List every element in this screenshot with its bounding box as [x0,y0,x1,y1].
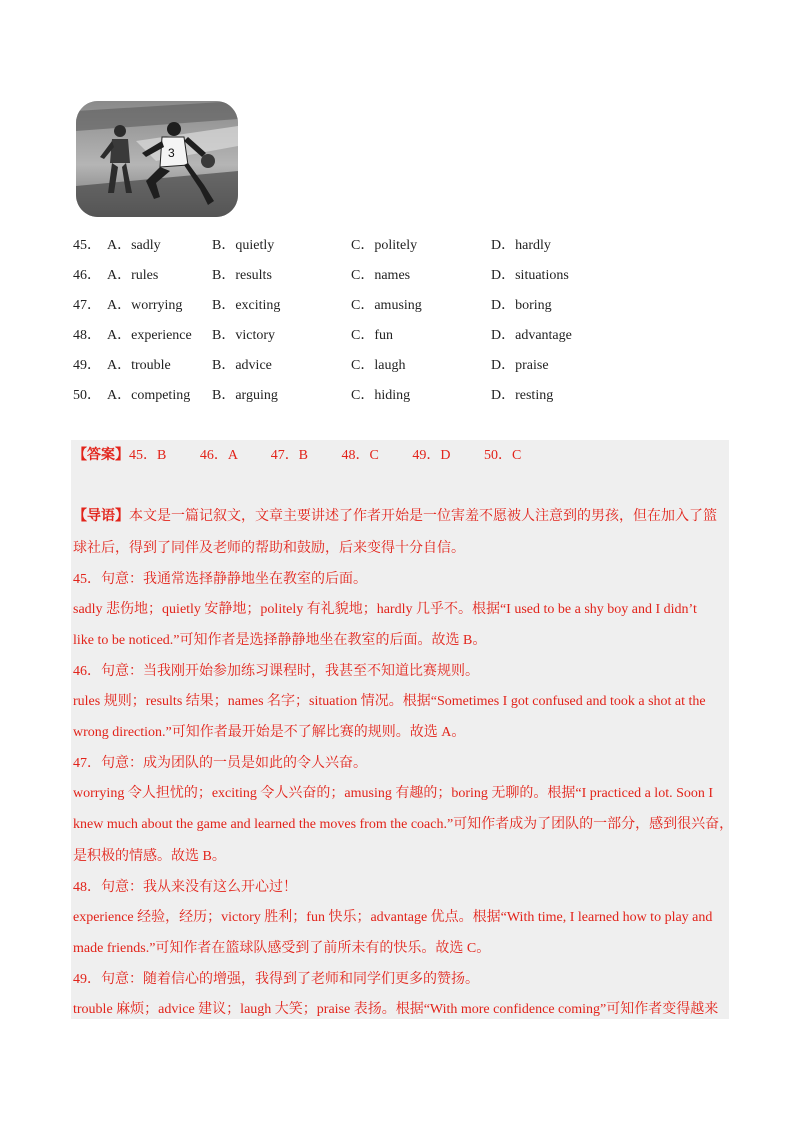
answer-item: 45．B [129,448,167,463]
answer-item: 47．B [270,448,309,463]
option-a: A．trouble [107,358,171,373]
guide-label: 【导语】 [73,509,129,524]
answer-item: 48．C [341,448,379,463]
option-c: C．politely [351,238,418,253]
explanation-line: knew much about the game and learned the moves from the coach.”可知作者成为了团队的一部分，感到很兴奋， [73,817,733,832]
question-number: 48． [73,328,101,343]
explanation-line: made friends.”可知作者在篮球队感受到了前所未有的快乐。故选 C。 [73,941,491,956]
explanation-line: worrying 令人担忧的；exciting 令人兴奋的；amusing 有趣的；boring 无聊的。根据“I practiced a lot. Soon I [73,786,714,801]
answer-line [73,444,521,464]
explanation-line: 45．句意：我通常选择静静地坐在教室的后面。 [73,572,367,587]
option-a: A．competing [107,388,191,403]
option-b: B．arguing [212,388,278,403]
option-c: C．fun [351,328,393,343]
option-b: B．quietly [212,238,275,253]
option-d: D．situations [491,268,569,283]
option-a: A．worrying [107,298,183,313]
answer-label: 【答案】 [73,448,129,463]
question-number: 45． [73,238,101,253]
explanation-line: experience 经验，经历；victory 胜利；fun 快乐；advantage 优点。根据“With time, I learned how to play and [73,910,713,925]
option-c: C．hiding [351,388,411,403]
option-b: B．advice [212,358,272,373]
explanation-line: 49．句意：随着信心的增强，我得到了老师和同学们更多的赞扬。 [73,972,479,987]
guide-line: 【导语】本文是一篇记叙文，文章主要讲述了作者开始是一位害羞不愿被人注意到的男孩，但在加入了篮 [73,509,717,524]
option-c: C．names [351,268,411,283]
option-b: B．results [212,268,272,283]
option-a: A．rules [107,268,159,283]
option-d: D．praise [491,358,549,373]
option-b: B．victory [212,328,275,343]
explanation-line: 是积极的情感。故选 B。 [73,849,226,864]
explanation-line: wrong direction.”可知作者最开始是不了解比赛的规则。故选 A。 [73,725,466,740]
option-b: B．exciting [212,298,281,313]
explanation-line: trouble 麻烦；advice 建议；laugh 大笑；praise 表扬。根据“With more confidence coming”可知作者变得越来 [73,1002,719,1017]
explanation-line: 48．句意：我从来没有这么开心过！ [73,880,297,895]
option-a: A．experience [107,328,192,343]
answer-item: 46．A [199,448,238,463]
answer-item: 50．C [484,448,522,463]
option-d: D．hardly [491,238,551,253]
guide-line: 球社后，得到了同伴及老师的帮助和鼓励，后来变得十分自信。 [73,541,465,556]
explanation-line: 47．句意：成为团队的一员是如此的令人兴奋。 [73,756,367,771]
svg-text:3: 3 [168,146,175,160]
explanation-line: rules 规则；results 结果；names 名字；situation 情况。根据“Sometimes I got confused and took a shot at the [73,694,706,709]
option-d: D．boring [491,298,552,313]
question-number: 46． [73,268,101,283]
question-number: 49． [73,358,101,373]
explanation-line: sadly 悲伤地；quietly 安静地；politely 有礼貌地；hardly 几乎不。根据“I used to be a shy boy and I didn’t [73,602,697,617]
explanation-line: 46．句意：当我刚开始参加练习课程时，我甚至不知道比赛规则。 [73,664,479,679]
basketball-photo [76,101,238,217]
option-a: A．sadly [107,238,161,253]
answer-item: 49．D [412,448,451,463]
option-d: D．advantage [491,328,572,343]
option-c: C．amusing [351,298,422,313]
option-c: C．laugh [351,358,406,373]
question-number: 47． [73,298,101,313]
option-d: D．resting [491,388,554,403]
explanation-line: like to be noticed.”可知作者是选择静静地坐在教室的后面。故选 B。 [73,633,487,648]
question-number: 50． [73,388,101,403]
